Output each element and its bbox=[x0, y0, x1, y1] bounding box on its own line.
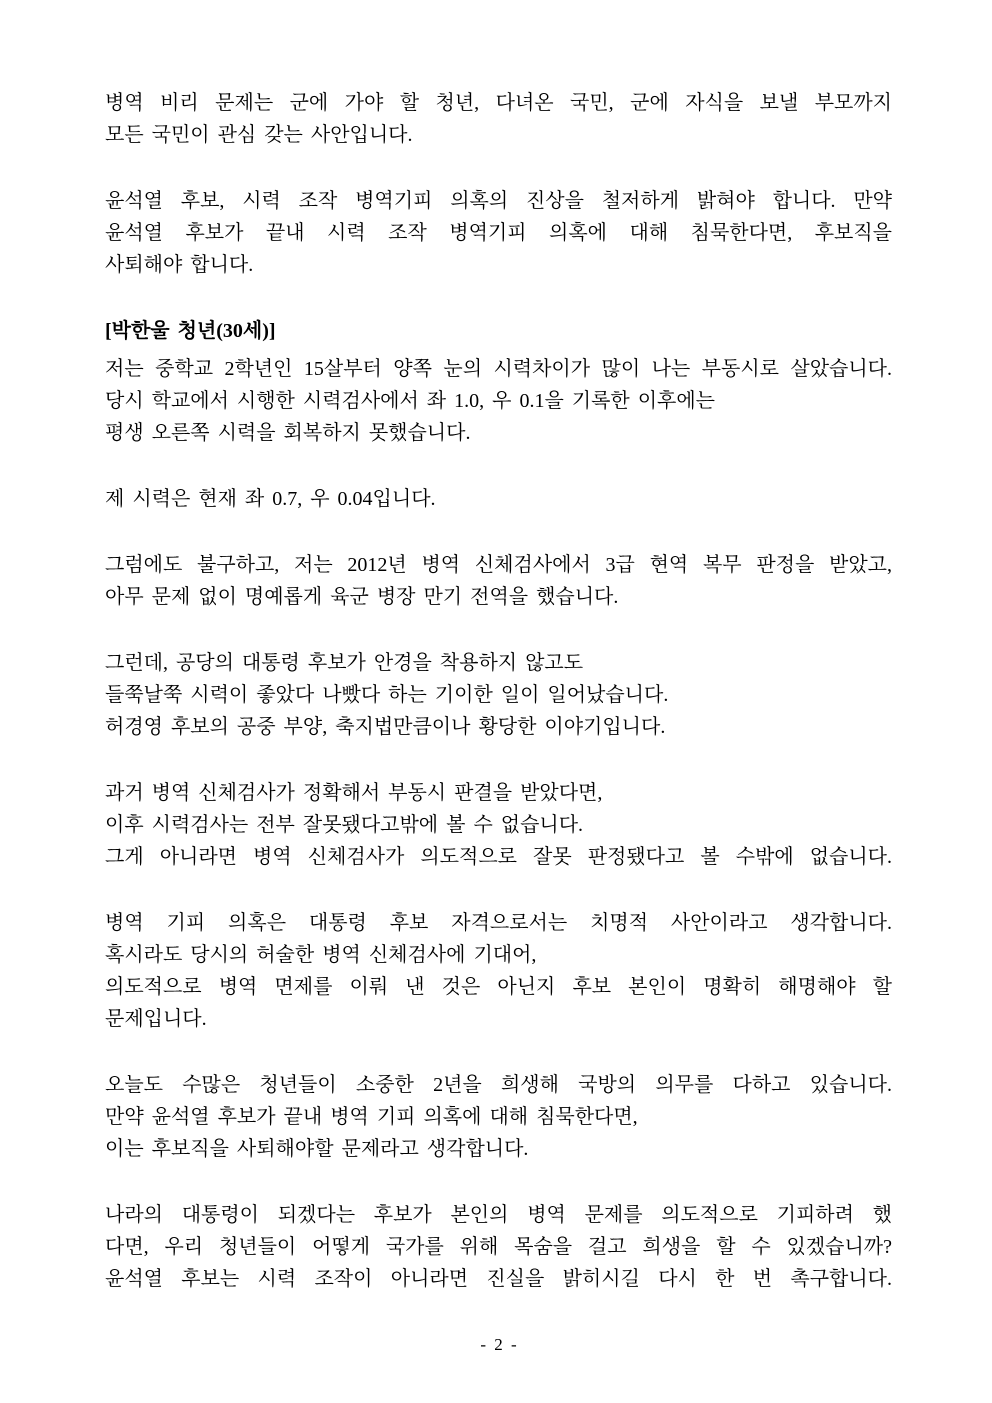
text-line: 이후 시력검사는 전부 잘못됐다고밖에 볼 수 없습니다. bbox=[105, 814, 584, 836]
text-line: 윤석열 후보가 끝내 시력 조작 병역기피 의혹에 대해 침묵한다면, 후보직을 bbox=[105, 222, 892, 244]
text-line: 혹시라도 당시의 허술한 병역 신체검사에 기대어, bbox=[105, 944, 537, 966]
paragraph-7 bbox=[105, 777, 892, 873]
text-line: 평생 오른쪽 시력을 회복하지 못했습니다. bbox=[105, 422, 471, 444]
text-line: 병역 비리 문제는 군에 가야 할 청년, 다녀온 국민, 군에 자식을 보낼 부모까지 bbox=[105, 92, 892, 114]
text-line: 저는 중학교 2학년인 15살부터 양쪽 눈의 시력차이가 많이 나는 부동시로 살았습니다. bbox=[105, 358, 892, 380]
text-line: 그럼에도 불구하고, 저는 2012년 병역 신체검사에서 3급 현역 복무 판정을 받았고, bbox=[105, 554, 892, 576]
text-line: 제 시력은 현재 좌 0.7, 우 0.04입니다. bbox=[105, 488, 436, 510]
section-heading-block bbox=[105, 315, 892, 347]
text-line: 그게 아니라면 병역 신체검사가 의도적으로 잘못 판정됐다고 볼 수밖에 없습니다. bbox=[105, 846, 892, 868]
paragraph-9 bbox=[105, 1069, 892, 1165]
paragraph-5 bbox=[105, 549, 892, 613]
text-line: 허경영 후보의 공중 부양, 축지법만큼이나 황당한 이야기입니다. bbox=[105, 716, 666, 738]
section-heading: [박한울 청년(30세)] bbox=[105, 320, 276, 342]
paragraph-2 bbox=[105, 185, 892, 281]
paragraph-8 bbox=[105, 907, 892, 1035]
text-line: 다면, 우리 청년들이 어떻게 국가를 위해 목숨을 걸고 희생을 할 수 있겠습니까? bbox=[105, 1236, 892, 1258]
text-line: 사퇴해야 합니다. bbox=[105, 254, 254, 276]
text-line: 병역 기피 의혹은 대통령 후보 자격으로서는 치명적 사안이라고 생각합니다. bbox=[105, 912, 892, 934]
text-line: 의도적으로 병역 면제를 이뤄 낸 것은 아닌지 후보 본인이 명확히 해명해야 할 bbox=[105, 976, 892, 998]
text-line: 문제입니다. bbox=[105, 1008, 207, 1030]
text-line: 과거 병역 신체검사가 정확해서 부동시 판결을 받았다면, bbox=[105, 782, 603, 804]
paragraph-1 bbox=[105, 87, 892, 151]
paragraph-10 bbox=[105, 1199, 892, 1295]
text-line: 윤석열 후보, 시력 조작 병역기피 의혹의 진상을 철저하게 밝혀야 합니다. 만약 bbox=[105, 190, 892, 212]
text-line: 당시 학교에서 시행한 시력검사에서 좌 1.0, 우 0.1을 기록한 이후에는 bbox=[105, 390, 715, 412]
paragraph-6 bbox=[105, 647, 892, 743]
text-line: 나라의 대통령이 되겠다는 후보가 본인의 병역 문제를 의도적으로 기피하려 했 bbox=[105, 1204, 892, 1226]
page-number: - 2 - bbox=[480, 1335, 517, 1354]
text-line: 오늘도 수많은 청년들이 소중한 2년을 희생해 국방의 의무를 다하고 있습니다. bbox=[105, 1074, 892, 1096]
text-line: 들쭉날쭉 시력이 좋았다 나빴다 하는 기이한 일이 일어났습니다. bbox=[105, 684, 669, 706]
text-line: 모든 국민이 관심 갖는 사안입니다. bbox=[105, 124, 413, 146]
text-line: 이는 후보직을 사퇴해야할 문제라고 생각합니다. bbox=[105, 1138, 529, 1160]
paragraph-3 bbox=[105, 353, 892, 449]
text-line: 그런데, 공당의 대통령 후보가 안경을 착용하지 않고도 bbox=[105, 652, 584, 674]
paragraph-4 bbox=[105, 483, 892, 515]
text-line: 아무 문제 없이 명예롭게 육군 병장 만기 전역을 했습니다. bbox=[105, 586, 619, 608]
text-line: 윤석열 후보는 시력 조작이 아니라면 진실을 밝히시길 다시 한 번 촉구합니다. bbox=[105, 1268, 892, 1290]
text-line: 만약 윤석열 후보가 끝내 병역 기피 의혹에 대해 침묵한다면, bbox=[105, 1106, 638, 1128]
